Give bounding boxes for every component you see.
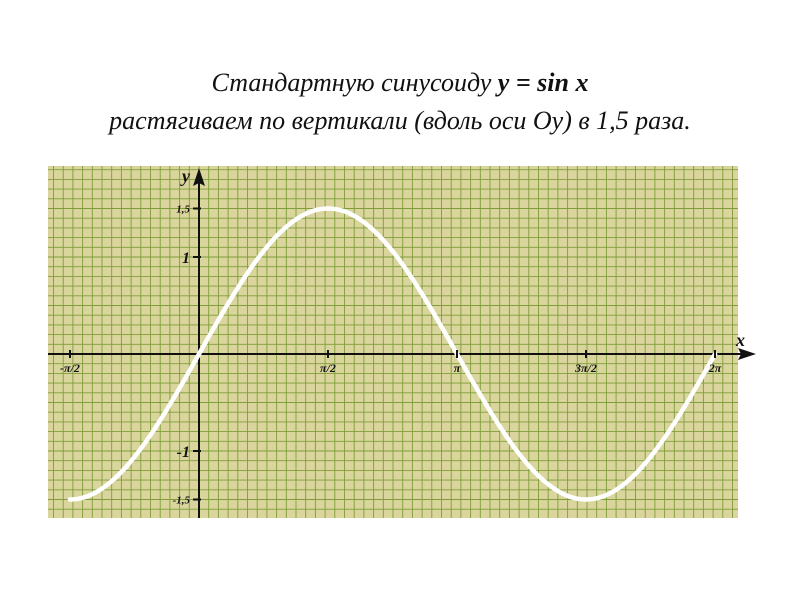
data-point xyxy=(132,455,136,459)
x-axis-label: x xyxy=(736,330,745,350)
data-point xyxy=(326,206,330,210)
title-formula: y = sin x xyxy=(497,68,589,97)
x-tick-label: 2π xyxy=(708,361,722,375)
y-axis-label: y xyxy=(182,166,190,186)
y-tick-label: 1 xyxy=(182,250,190,267)
data-point xyxy=(261,249,265,253)
data-point xyxy=(197,352,201,356)
y-tick-label: 1,5 xyxy=(176,203,190,216)
chart-title-line2: растягиваем по вертикали (вдоль оси Oy) в 1,5 раза. xyxy=(109,106,691,135)
y-tick-label: -1,5 xyxy=(172,494,190,507)
x-tick-label: 3π/2 xyxy=(575,361,597,375)
data-point xyxy=(68,497,72,501)
y-tick-label: -1 xyxy=(176,444,190,461)
x-tick-label: π/2 xyxy=(320,361,336,375)
data-point xyxy=(519,455,523,459)
title-prefix: Стандартную синусоиду xyxy=(211,68,498,97)
data-point xyxy=(584,497,588,501)
x-tick-label: π xyxy=(453,361,461,375)
data-point xyxy=(390,249,394,253)
x-tick-label: -π/2 xyxy=(60,361,80,375)
data-point xyxy=(648,455,652,459)
